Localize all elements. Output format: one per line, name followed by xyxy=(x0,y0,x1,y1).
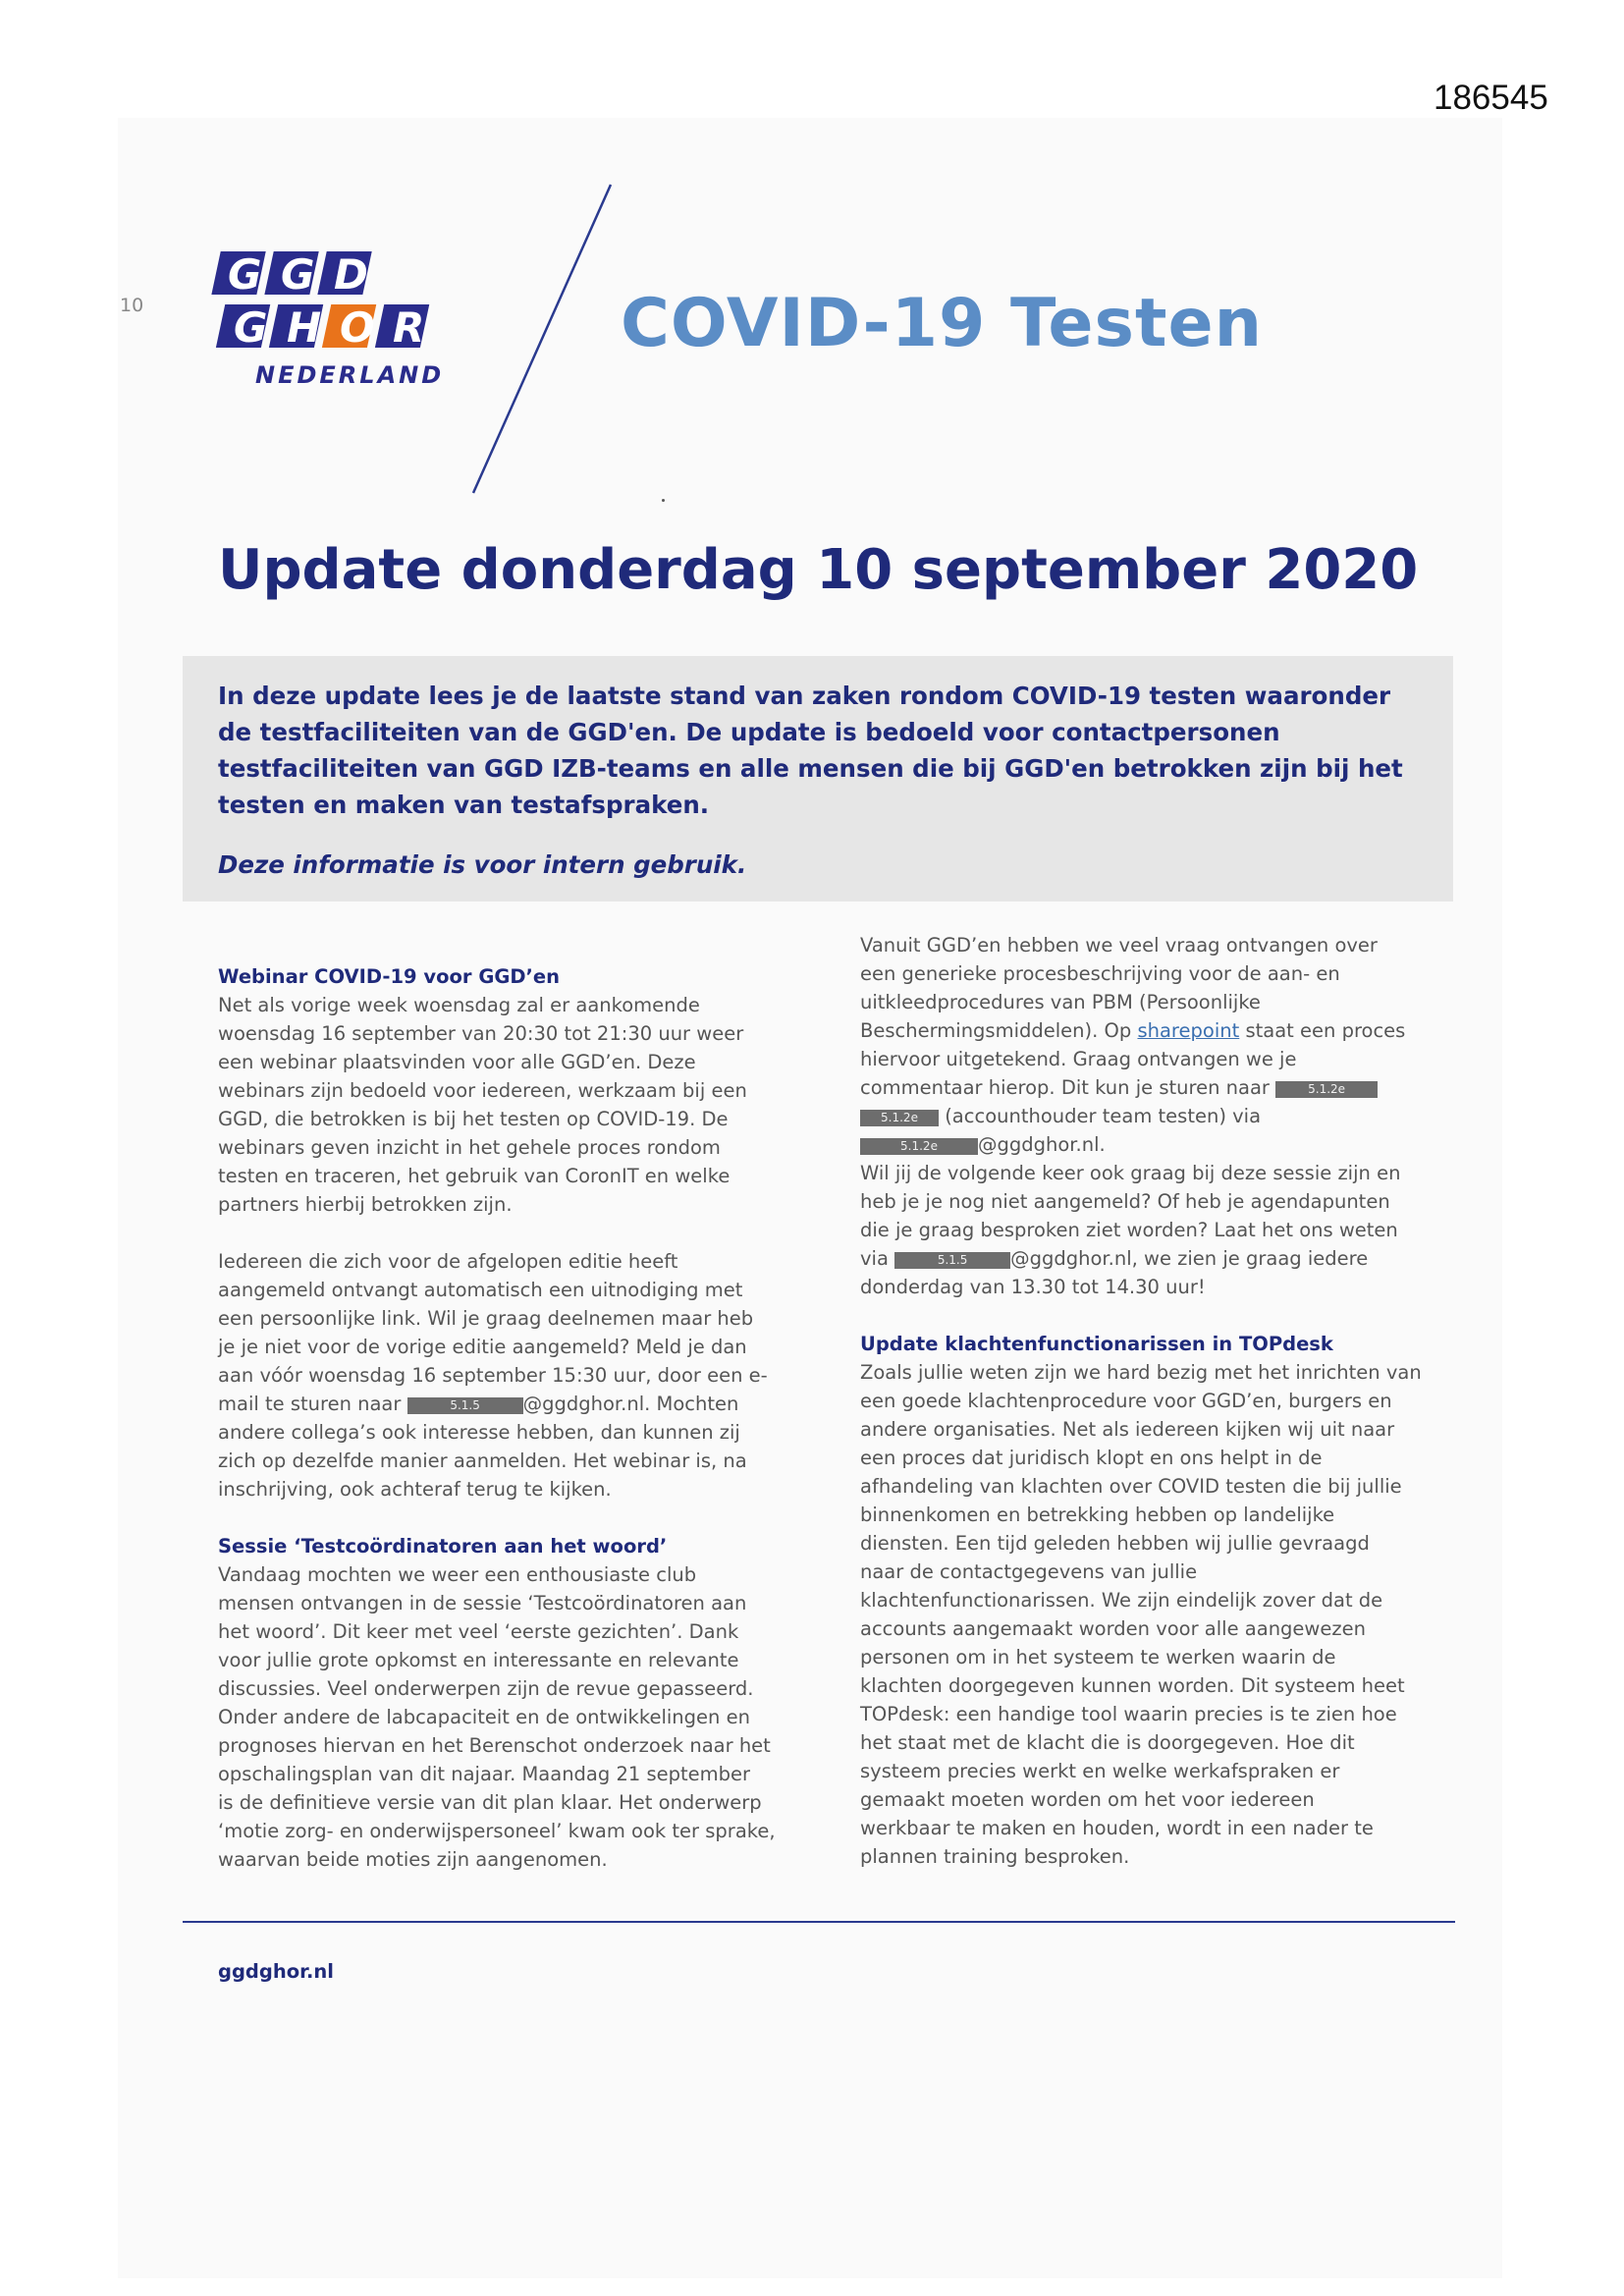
header-title: COVID-19 Testen xyxy=(621,285,1264,362)
intro-text: In deze update lees je de laatste stand van zaken rondom COVID-19 testen waaronder de testfaciliteiten van de GGD'en. De update is bedoeld voor contactpersonen testfaciliteiten van GGD IZB-teams en alle mensen die bij GGD'en betrokken zijn bij het testen en maken van testafspraken. xyxy=(218,682,1403,819)
klachten-heading: Update klachtenfunctionarissen in TOPdesk xyxy=(860,1333,1333,1355)
webinar-paragraph-1 xyxy=(218,991,807,1219)
text-line: opschalingsplan van dit najaar. Maandag 21 september xyxy=(218,1763,751,1785)
text-line: Net als vorige week woensdag zal er aankomende xyxy=(218,994,700,1016)
logo-letter-r: R xyxy=(393,303,425,352)
redaction-box: 5.1.5 xyxy=(407,1397,523,1414)
text-line: klachten doorgegeven kunnen worden. Dit systeem heet xyxy=(860,1674,1405,1697)
text-span: mail te sturen naar xyxy=(218,1393,407,1415)
text-line-with-email xyxy=(218,1390,807,1418)
text-line: een proces dat juridisch klopt en ons helpt in de xyxy=(860,1447,1323,1469)
text-line: Zoals jullie weten zijn we hard bezig met het inrichten van xyxy=(860,1361,1422,1384)
webinar-heading: Webinar COVID-19 voor GGD’en xyxy=(218,965,561,988)
logo-nederland: NEDERLAND xyxy=(255,361,445,389)
text-line: is de definitieve versie van dit plan klaar. Het onderwerp xyxy=(218,1791,762,1814)
text-span: (accounthouder team testen) via xyxy=(939,1105,1262,1127)
footer-divider xyxy=(183,1921,1455,1923)
text-line: prognoses hiervan en het Berenschot onderzoek naar het xyxy=(218,1734,771,1757)
header-divider-line xyxy=(452,177,619,501)
text-line: andere collega’s ook interesse hebben, dan kunnen zij xyxy=(218,1421,740,1444)
text-span: @ggdghor.nl. xyxy=(978,1133,1106,1156)
sessie-paragraph xyxy=(218,1560,807,1874)
text-line: afhandeling van klachten over COVID testen die bij jullie xyxy=(860,1475,1402,1498)
text-line: plannen training besproken. xyxy=(860,1845,1130,1868)
klachten-paragraph xyxy=(860,1358,1449,1871)
logo-letter-g2: G xyxy=(281,250,315,299)
ggd-ghor-logo-graphic xyxy=(192,246,448,393)
text-line: webinars zijn bedoeld voor iedereen, werkzaam bij een xyxy=(218,1079,747,1102)
text-line: die je graag besproken ziet worden? Laat het ons weten xyxy=(860,1219,1398,1241)
text-line: het woord’. Dit keer met veel ‘eerste gezichten’. Dank xyxy=(218,1620,739,1643)
left-column xyxy=(218,962,807,1874)
text-line: uitkleedprocedures van PBM (Persoonlijke xyxy=(860,991,1261,1013)
logo-letter-g3: G xyxy=(234,303,268,352)
webinar-paragraph-2 xyxy=(218,1247,807,1503)
text-line: discussies. Veel onderwerpen zijn de revue gepasseerd. xyxy=(218,1677,754,1700)
logo-letter-g1: G xyxy=(228,250,262,299)
redaction-box: 5.1.2e xyxy=(860,1138,978,1155)
text-line: webinars geven inzicht in het gehele proces rondom xyxy=(218,1136,721,1159)
text-line: klachtenfunctionarissen. We zijn eindelijk zover dat de xyxy=(860,1589,1383,1612)
text-line: accounts aangemaakt worden voor alle aangewezen xyxy=(860,1617,1366,1640)
text-line: GGD, die betrokken is bij het testen op COVID-19. De xyxy=(218,1108,729,1130)
text-line: Iedereen die zich voor de afgelopen editie heeft xyxy=(218,1250,678,1273)
text-line: Vanuit GGD’en hebben we veel vraag ontvangen over xyxy=(860,934,1378,957)
right-column xyxy=(860,931,1449,1871)
logo-letter-o: O xyxy=(340,303,375,352)
text-line: inschrijving, ook achteraf terug te kijken. xyxy=(218,1478,612,1501)
redaction-box: 5.1.2e xyxy=(860,1110,939,1126)
text-line: Vandaag mochten we weer een enthousiaste club xyxy=(218,1563,697,1586)
text-line: een goede klachtenprocedure voor GGD’en, burgers en xyxy=(860,1390,1392,1412)
decorative-dot xyxy=(662,499,665,502)
text-line: mensen ontvangen in de sessie ‘Testcoördinatoren aan xyxy=(218,1592,747,1614)
text-line: ‘motie zorg- en onderwijspersoneel’ kwam ook ter sprake, xyxy=(218,1820,776,1842)
text-line: waarvan beide moties zijn aangenomen. xyxy=(218,1848,608,1871)
redaction-box: 5.1.2e xyxy=(1275,1081,1378,1098)
text-line: donderdag van 13.30 tot 14.30 uur! xyxy=(860,1276,1206,1298)
text-line: gemaakt moeten worden om het voor iedereen xyxy=(860,1788,1315,1811)
document-id: 186545 xyxy=(1434,79,1548,117)
text-line: je je niet voor de vorige editie aangemeld? Meld je dan xyxy=(218,1336,747,1358)
text-line: het staat met de klacht die is doorgegeven. Hoe dit xyxy=(860,1731,1355,1754)
redaction-box: 5.1.5 xyxy=(894,1252,1010,1269)
sessie-heading: Sessie ‘Testcoördinatoren aan het woord’ xyxy=(218,1535,668,1558)
text-line: aangemeld ontvangt automatisch een uitnodiging met xyxy=(218,1279,743,1301)
text-line: partners hierbij betrokken zijn. xyxy=(218,1193,513,1216)
text-line-with-redaction xyxy=(860,1130,1449,1159)
text-line: naar de contactgegevens van jullie xyxy=(860,1560,1198,1583)
text-line: testen en traceren, het gebruik van CoronIT en welke xyxy=(218,1165,731,1187)
text-line: zich op dezelfde manier aanmelden. Het webinar is, na xyxy=(218,1449,747,1472)
sharepoint-link[interactable]: sharepoint xyxy=(1137,1019,1240,1042)
text-line: TOPdesk: een handige tool waarin precies is te zien hoe xyxy=(860,1703,1397,1725)
text-line: personen om in het systeem te werken waarin de xyxy=(860,1646,1336,1668)
intro-box xyxy=(183,656,1453,902)
text-line: een generieke procesbeschrijving voor de aan- en xyxy=(860,962,1340,985)
text-span: commentaar hierop. Dit kun je sturen naar xyxy=(860,1076,1276,1099)
text-line: binnenkomen en betrekking hebben op landelijke xyxy=(860,1503,1335,1526)
text-line: diensten. Een tijd geleden hebben wij jullie gevraagd xyxy=(860,1532,1370,1555)
text-line: heb je je nog niet aangemeld? Of heb je agendapunten xyxy=(860,1190,1390,1213)
text-line: woensdag 16 september van 20:30 tot 21:30 uur weer xyxy=(218,1022,744,1045)
text-span: Beschermingsmiddelen). Op xyxy=(860,1019,1138,1042)
pbm-paragraph xyxy=(860,931,1449,1301)
text-line: hiervoor uitgetekend. Graag ontvangen we je xyxy=(860,1048,1297,1070)
text-line: een persoonlijke link. Wil je graag deelnemen maar heb xyxy=(218,1307,754,1330)
text-span: @ggdghor.nl. Mochten xyxy=(522,1393,739,1415)
text-span: @ggdghor.nl, we zien je graag iedere xyxy=(1010,1247,1369,1270)
logo-letter-d: D xyxy=(334,250,368,299)
text-line: een webinar plaatsvinden voor alle GGD’en. Deze xyxy=(218,1051,696,1073)
footer-url: ggdghor.nl xyxy=(218,1960,334,1983)
text-line: werkbaar te maken en houden, wordt in een nader te xyxy=(860,1817,1374,1839)
text-line: voor jullie grote opkomst en interessante en relevante xyxy=(218,1649,739,1671)
text-line-with-redaction xyxy=(860,1244,1449,1273)
text-line: Wil jij de volgende keer ook graag bij deze sessie zijn en xyxy=(860,1162,1401,1184)
page-number: 10 xyxy=(120,295,144,316)
text-line: aan vóór woensdag 16 september 15:30 uur, door een e- xyxy=(218,1364,768,1387)
text-line-with-redaction xyxy=(860,1073,1449,1102)
intro-note: Deze informatie is voor intern gebruik. xyxy=(218,850,747,879)
text-line: Onder andere de labcapaciteit en de ontwikkelingen en xyxy=(218,1706,750,1728)
text-line-with-link xyxy=(860,1016,1449,1045)
text-line: systeem precies werkt en welke werkafspraken er xyxy=(860,1760,1340,1782)
logo-letter-h: H xyxy=(287,303,322,352)
update-title: Update donderdag 10 september 2020 xyxy=(218,538,1419,602)
text-line-with-redaction xyxy=(860,1102,1449,1130)
ggd-ghor-logo xyxy=(192,246,448,393)
text-span: staat een proces xyxy=(1239,1019,1406,1042)
text-span: via xyxy=(860,1247,895,1270)
text-line: andere organisaties. Net als iedereen kijken wij uit naar xyxy=(860,1418,1395,1441)
